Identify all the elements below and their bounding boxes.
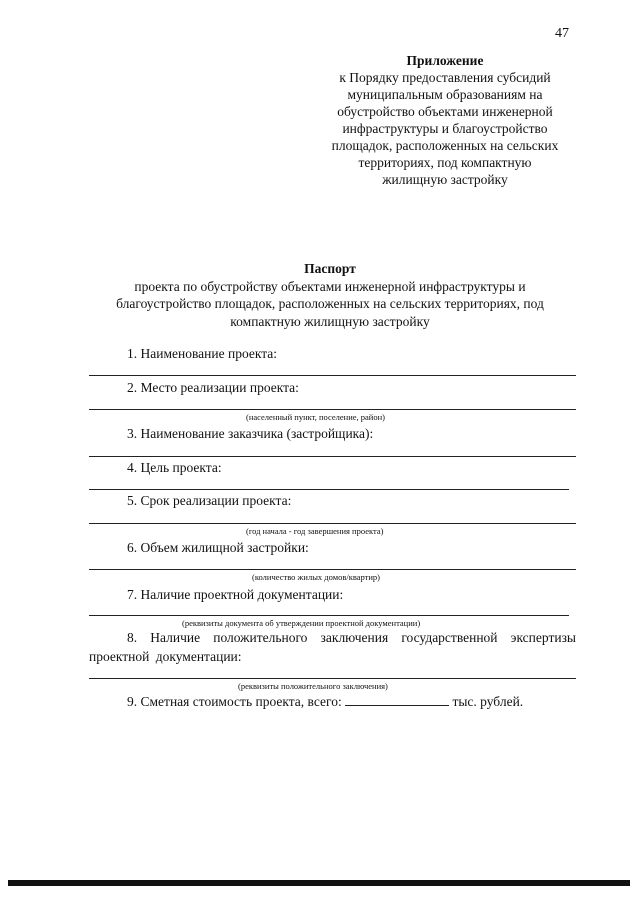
housing-volume-caption: (количество жилых домов/квартир) bbox=[252, 572, 380, 582]
project-docs-caption: (реквизиты документа об утверждении проектной документации) bbox=[182, 618, 421, 628]
term-caption: (год начала - год завершения проекта) bbox=[246, 526, 384, 536]
item-project-docs-label: 7. Наличие проектной документации: bbox=[127, 587, 344, 602]
appendix-line: площадок, расположенных на сельских bbox=[331, 138, 559, 153]
customer-field[interactable] bbox=[89, 456, 576, 457]
term-field[interactable] bbox=[89, 523, 576, 524]
item-project-name-label: 1. Наименование проекта: bbox=[127, 346, 278, 361]
item-cost-label: 9. Сметная стоимость проекта, всего: bbox=[127, 694, 342, 709]
passport-subtitle-line: компактную жилищную застройку bbox=[230, 313, 430, 329]
item-customer-label: 3. Наименование заказчика (застройщика): bbox=[127, 426, 374, 441]
appendix-line: обустройство объектами инженерной bbox=[337, 104, 553, 119]
item-term-label: 5. Срок реализации проекта: bbox=[127, 493, 292, 508]
passport-subtitle-line: проекта по обустройству объектами инженерной инфраструктуры и bbox=[134, 278, 526, 294]
passport-title: Паспорт bbox=[304, 261, 356, 276]
item-goal-label: 4. Цель проекта: bbox=[127, 460, 222, 475]
passport-heading bbox=[70, 260, 590, 330]
appendix-block bbox=[300, 52, 590, 188]
passport-subtitle-line: благоустройство площадок, расположенных на сельских территориях, под bbox=[116, 296, 544, 311]
page-number: 47 bbox=[555, 26, 569, 41]
project-docs-field[interactable] bbox=[89, 615, 569, 616]
cost-unit: тыс. рублей. bbox=[452, 694, 524, 709]
appendix-line: муниципальным образованиям на bbox=[347, 87, 543, 102]
appendix-line: жилищную застройку bbox=[382, 172, 508, 187]
location-field[interactable] bbox=[89, 409, 576, 410]
item-location-label: 2. Место реализации проекта: bbox=[127, 380, 299, 395]
expertise-field[interactable] bbox=[89, 678, 576, 679]
goal-field[interactable] bbox=[89, 489, 569, 490]
expertise-caption: (реквизиты положительного заключения) bbox=[238, 681, 388, 691]
scan-edge-bar bbox=[8, 880, 630, 886]
item-housing-volume-label: 6. Объем жилищной застройки: bbox=[127, 540, 309, 555]
item-expertise-label: 8. Наличие положительного заключения государственной экспертизы проектной документации: bbox=[89, 630, 576, 664]
appendix-line: к Порядку предоставления субсидий bbox=[339, 70, 551, 85]
housing-volume-field[interactable] bbox=[89, 569, 576, 570]
cost-field[interactable] bbox=[345, 693, 449, 706]
appendix-title: Приложение bbox=[406, 53, 484, 68]
item-cost-row bbox=[127, 693, 523, 710]
location-caption: (населенный пункт, поселение, район) bbox=[246, 412, 385, 422]
project-name-field[interactable] bbox=[89, 375, 576, 376]
appendix-line: территориях, под компактную bbox=[358, 155, 532, 170]
appendix-line: инфраструктуры и благоустройство bbox=[342, 121, 548, 136]
